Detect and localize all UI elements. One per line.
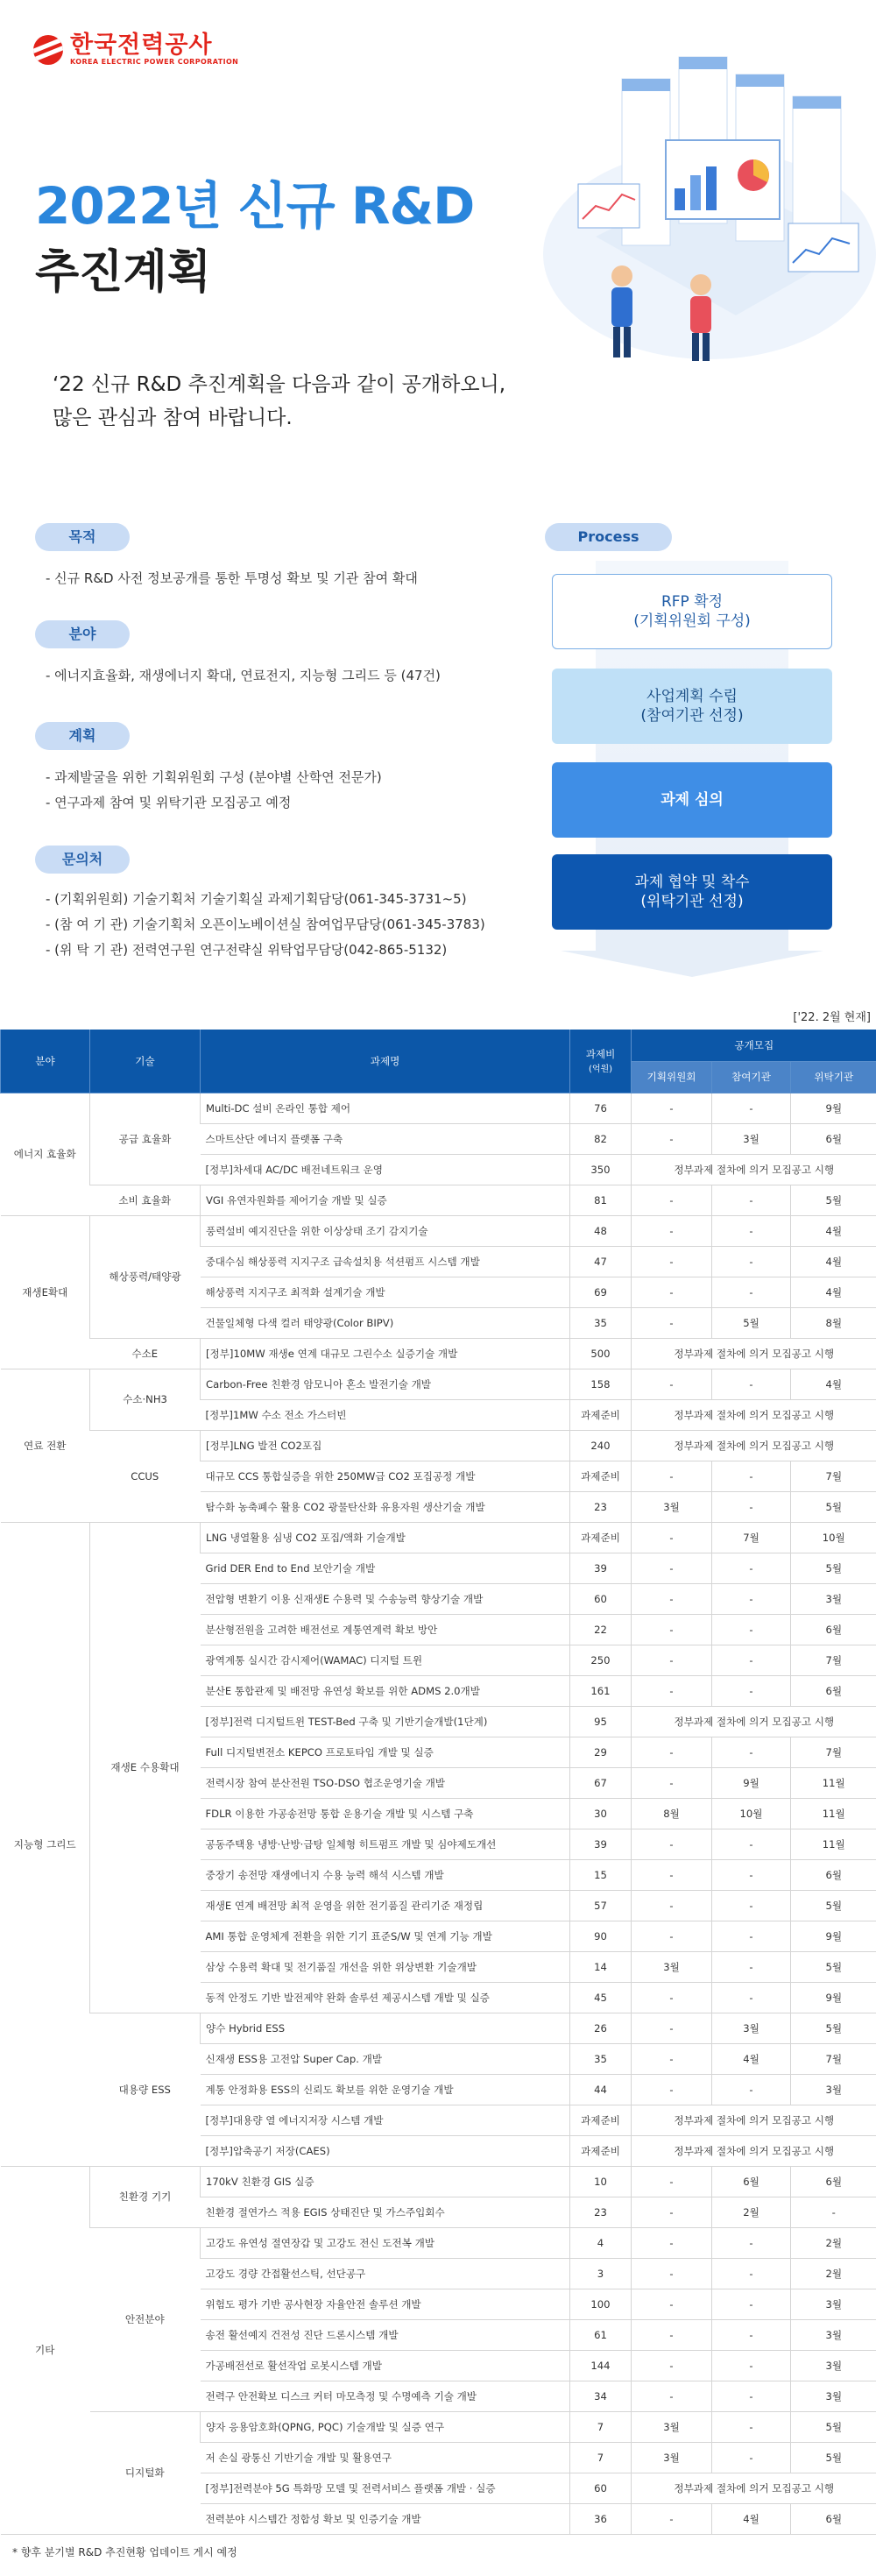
th-participant: 참여기관: [712, 1061, 791, 1093]
contact-line-1: - (기획위원회) 기술기획처 기술기획실 과제기획담당(061-345-3731~5): [46, 891, 467, 907]
consign-cell: 5월: [791, 2442, 876, 2473]
consign-cell: 4월: [791, 1369, 876, 1399]
th-field: 분야: [1, 1030, 90, 1093]
budget-cell: 35: [570, 2043, 632, 2074]
as-of-date: ['22. 2월 현재]: [793, 1011, 871, 1024]
project-name-cell: [정부]LNG 발전 CO2포집: [201, 1430, 570, 1461]
project-name-cell: 동적 안정도 기반 발전제약 완화 솔루션 제공시스템 개발 및 실증: [201, 1982, 570, 2013]
budget-cell: 44: [570, 2074, 632, 2105]
consign-cell: 3월: [791, 2074, 876, 2105]
budget-cell: 350: [570, 1154, 632, 1185]
budget-cell: 61: [570, 2319, 632, 2350]
participant-cell: 4월: [712, 2503, 791, 2534]
consign-cell: 8월: [791, 1307, 876, 1338]
project-name-cell: [정부]대용량 열 에너지저장 시스템 개발: [201, 2105, 570, 2135]
process-step-2-sub: (참여기관 선정): [640, 707, 744, 725]
consign-cell: 5월: [791, 1185, 876, 1215]
budget-cell: 81: [570, 1185, 632, 1215]
budget-cell: 250: [570, 1645, 632, 1675]
budget-cell: 39: [570, 1553, 632, 1583]
kepco-logo-icon: [33, 35, 63, 65]
participant-cell: -: [712, 2258, 791, 2289]
footnote: * 향후 분기별 R&D 추진현황 업데이트 게시 예정: [12, 2546, 237, 2558]
participant-cell: -: [712, 1093, 791, 1123]
brand-name: 한국전력공사: [70, 32, 213, 59]
consign-cell: 4월: [791, 1277, 876, 1307]
committee-cell: -: [632, 1829, 712, 1859]
recruit-note-cell: 정부과제 절차에 의거 모집공고 시행: [632, 1706, 876, 1737]
participant-cell: -: [712, 1737, 791, 1767]
budget-cell: 60: [570, 2473, 632, 2503]
budget-cell: 4: [570, 2227, 632, 2258]
project-name-cell: 저 손실 광통신 기반기술 개발 및 활용연구: [201, 2442, 570, 2473]
consign-cell: 4월: [791, 1246, 876, 1277]
hero-title-line2: 추진계획: [35, 246, 211, 299]
project-name-cell: 분산E 통합관제 및 배전망 유연성 확보를 위한 ADMS 2.0개발: [201, 1675, 570, 1706]
intro-line2: 많은 관심과 참여 바랍니다.: [53, 407, 293, 429]
intro-text: [53, 368, 505, 435]
committee-cell: -: [632, 2319, 712, 2350]
th-name: 과제명: [201, 1030, 570, 1093]
consign-cell: 11월: [791, 1767, 876, 1798]
budget-cell: 과제준비: [570, 2135, 632, 2166]
participant-cell: -: [712, 2227, 791, 2258]
tech-cell: 공급 효율화: [90, 1093, 201, 1185]
participant-cell: -: [712, 1369, 791, 1399]
tech-cell: 소비 효율화: [90, 1185, 201, 1215]
committee-cell: -: [632, 1553, 712, 1583]
committee-cell: -: [632, 1767, 712, 1798]
consign-cell: 6월: [791, 2166, 876, 2197]
budget-cell: 161: [570, 1675, 632, 1706]
committee-cell: -: [632, 1215, 712, 1246]
budget-cell: 47: [570, 1246, 632, 1277]
participant-cell: -: [712, 1185, 791, 1215]
committee-cell: -: [632, 2074, 712, 2105]
participant-cell: -: [712, 2442, 791, 2473]
table-row: [1, 1522, 876, 1553]
consign-cell: 2월: [791, 2258, 876, 2289]
table-row: [1, 2411, 876, 2442]
consign-cell: 6월: [791, 2503, 876, 2534]
budget-cell: 26: [570, 2013, 632, 2043]
budget-cell: 90: [570, 1921, 632, 1951]
consign-cell: 5월: [791, 1890, 876, 1921]
process-step-1-title: RFP 확정: [661, 593, 724, 611]
th-tech: 기술: [90, 1030, 201, 1093]
field-label: 분야: [35, 620, 130, 648]
project-name-cell: Full 디지털변전소 KEPCO 프로토타입 개발 및 실증: [201, 1737, 570, 1767]
consign-cell: 7월: [791, 2043, 876, 2074]
budget-cell: 7: [570, 2442, 632, 2473]
tech-cell: 친환경 기기: [90, 2166, 201, 2227]
participant-cell: -: [712, 1246, 791, 1277]
participant-cell: 7월: [712, 1522, 791, 1553]
th-budget-label: 과제비: [585, 1048, 616, 1061]
process-step-3: [552, 762, 832, 838]
project-name-cell: [정부]전력 디지털트윈 TEST-Bed 구축 및 기반기술개발(1단계): [201, 1706, 570, 1737]
recruit-note-cell: 정부과제 절차에 의거 모집공고 시행: [632, 1338, 876, 1369]
hero-illustration: [491, 35, 876, 386]
consign-cell: 5월: [791, 2411, 876, 2442]
intro-line1: ‘22 신규 R&D 추진계획을 다음과 같이 공개하오니,: [53, 373, 506, 396]
consign-cell: 3월: [791, 2289, 876, 2319]
committee-cell: -: [632, 1675, 712, 1706]
table-row: [1, 1093, 876, 1123]
budget-cell: 48: [570, 1215, 632, 1246]
participant-cell: -: [712, 1829, 791, 1859]
project-name-cell: 삼상 수용력 확대 및 전기품질 개선을 위한 위상변환 기술개발: [201, 1951, 570, 1982]
participant-cell: -: [712, 1859, 791, 1890]
committee-cell: -: [632, 1645, 712, 1675]
field-cell: 에너지 효율화: [1, 1093, 90, 1215]
project-name-cell: [정부]차세대 AC/DC 배전네트워크 운영: [201, 1154, 570, 1185]
committee-cell: -: [632, 2227, 712, 2258]
participant-cell: -: [712, 2289, 791, 2319]
project-name-cell: 양수 Hybrid ESS: [201, 2013, 570, 2043]
committee-cell: -: [632, 1461, 712, 1491]
project-name-cell: LNG 냉열활용 심냉 CO2 포집/액화 기술개발: [201, 1522, 570, 1553]
project-name-cell: AMI 통합 운영체계 전환을 위한 기기 표준S/W 및 연계 기능 개발: [201, 1921, 570, 1951]
tech-cell: 해상풍력/태양광: [90, 1215, 201, 1338]
budget-cell: 과제준비: [570, 2105, 632, 2135]
committee-cell: -: [632, 2258, 712, 2289]
consign-cell: 5월: [791, 2013, 876, 2043]
project-name-cell: 전력분야 시스템간 정합성 확보 및 인증기술 개발: [201, 2503, 570, 2534]
field-line: - 에너지효율화, 재생에너지 확대, 연료전지, 지능형 그리드 등 (47건): [46, 668, 441, 683]
project-name-cell: 스마트산단 에너지 플랫폼 구축: [201, 1123, 570, 1154]
project-name-cell: 재생E 연계 배전망 최적 운영을 위한 전기품질 관리기준 재정립: [201, 1890, 570, 1921]
committee-cell: -: [632, 2043, 712, 2074]
budget-cell: 과제준비: [570, 1399, 632, 1430]
project-name-cell: [정부]1MW 수소 전소 가스터빈: [201, 1399, 570, 1430]
committee-cell: 3월: [632, 2442, 712, 2473]
project-name-cell: 위험도 평가 기반 공사현장 자율안전 솔루션 개발: [201, 2289, 570, 2319]
consign-cell: 6월: [791, 1614, 876, 1645]
consign-cell: 10월: [791, 1522, 876, 1553]
process-step-4: [552, 854, 832, 930]
budget-cell: 144: [570, 2350, 632, 2381]
budget-cell: 23: [570, 2197, 632, 2227]
project-name-cell: 분산형전원을 고려한 배전선로 계통연계력 확보 방안: [201, 1614, 570, 1645]
consign-cell: 5월: [791, 1491, 876, 1522]
table-row: [1, 1369, 876, 1399]
project-name-cell: 광역계통 실시간 감시제어(WAMAC) 디지털 트윈: [201, 1645, 570, 1675]
committee-cell: -: [632, 1982, 712, 2013]
committee-cell: -: [632, 2503, 712, 2534]
budget-cell: 500: [570, 1338, 632, 1369]
table-row: [1, 2227, 876, 2258]
participant-cell: -: [712, 1890, 791, 1921]
budget-cell: 240: [570, 1430, 632, 1461]
project-name-cell: 건물일체형 다색 컬러 태양광(Color BIPV): [201, 1307, 570, 1338]
consign-cell: 3월: [791, 2319, 876, 2350]
budget-cell: 30: [570, 1798, 632, 1829]
hero-title-line1: 2022년 신규 R&D: [35, 176, 475, 236]
committee-cell: -: [632, 1522, 712, 1553]
participant-cell: -: [712, 1951, 791, 1982]
tech-cell: 수소·NH3: [90, 1369, 201, 1430]
committee-cell: -: [632, 1614, 712, 1645]
committee-cell: -: [632, 1369, 712, 1399]
committee-cell: 3월: [632, 1491, 712, 1522]
budget-cell: 39: [570, 1829, 632, 1859]
process-arrow-head: [561, 951, 823, 977]
budget-cell: 3: [570, 2258, 632, 2289]
plan-line-2: - 연구과제 참여 및 위탁기관 모집공고 예정: [46, 795, 292, 810]
participant-cell: -: [712, 1215, 791, 1246]
committee-cell: -: [632, 1185, 712, 1215]
participant-cell: -: [712, 1982, 791, 2013]
recruit-note-cell: 정부과제 절차에 의거 모집공고 시행: [632, 1430, 876, 1461]
participant-cell: -: [712, 1583, 791, 1614]
participant-cell: -: [712, 2350, 791, 2381]
committee-cell: 8월: [632, 1798, 712, 1829]
participant-cell: -: [712, 1553, 791, 1583]
participant-cell: -: [712, 2319, 791, 2350]
committee-cell: 3월: [632, 2411, 712, 2442]
process-step-1-sub: (기획위원회 구성): [633, 612, 751, 630]
committee-cell: -: [632, 1921, 712, 1951]
participant-cell: 4월: [712, 2043, 791, 2074]
budget-cell: 34: [570, 2381, 632, 2411]
project-name-cell: 송전 활선예지 건전성 진단 드론시스템 개발: [201, 2319, 570, 2350]
committee-cell: 3월: [632, 1951, 712, 1982]
participant-cell: -: [712, 1675, 791, 1706]
budget-cell: 29: [570, 1737, 632, 1767]
consign-cell: -: [791, 2197, 876, 2227]
recruit-note-cell: 정부과제 절차에 의거 모집공고 시행: [632, 2135, 876, 2166]
participant-cell: -: [712, 1614, 791, 1645]
committee-cell: -: [632, 1307, 712, 1338]
committee-cell: -: [632, 1737, 712, 1767]
budget-cell: 57: [570, 1890, 632, 1921]
tech-cell: CCUS: [90, 1430, 201, 1522]
participant-cell: -: [712, 1461, 791, 1491]
recruit-note-cell: 정부과제 절차에 의거 모집공고 시행: [632, 2473, 876, 2503]
project-name-cell: FDLR 이용한 가공송전망 통합 운용기술 개발 및 시스템 구축: [201, 1798, 570, 1829]
recruit-note-cell: 정부과제 절차에 의거 모집공고 시행: [632, 1399, 876, 1430]
consign-cell: 2월: [791, 2227, 876, 2258]
project-name-cell: 중대수심 해상풍력 지지구조 급속설치용 석션펌프 시스템 개발: [201, 1246, 570, 1277]
project-name-cell: 풍력설비 예지진단을 위한 이상상태 조기 감지기술: [201, 1215, 570, 1246]
project-name-cell: Carbon-Free 친환경 암모니아 혼소 발전기술 개발: [201, 1369, 570, 1399]
project-name-cell: 계통 안정화용 ESS의 신뢰도 확보를 위한 운영기술 개발: [201, 2074, 570, 2105]
kepco-logo: [33, 33, 238, 67]
committee-cell: -: [632, 1246, 712, 1277]
project-name-cell: 전력시장 참여 분산전원 TSO-DSO 협조운영기술 개발: [201, 1767, 570, 1798]
participant-cell: -: [712, 2411, 791, 2442]
budget-cell: 15: [570, 1859, 632, 1890]
committee-cell: -: [632, 1890, 712, 1921]
committee-cell: -: [632, 2350, 712, 2381]
table-body: [1, 1093, 876, 2534]
committee-cell: -: [632, 2289, 712, 2319]
project-name-cell: 공동주택용 냉방·난방·급탕 일체형 히트펌프 개발 및 심야제도개선: [201, 1829, 570, 1859]
tech-cell: 디지털화: [90, 2411, 201, 2534]
recruit-note-cell: 정부과제 절차에 의거 모집공고 시행: [632, 1154, 876, 1185]
project-name-cell: 해상풍력 지지구조 최적화 설계기술 개발: [201, 1277, 570, 1307]
participant-cell: 10월: [712, 1798, 791, 1829]
project-name-cell: 친환경 절연가스 적용 EGIS 상태진단 및 가스주입회수: [201, 2197, 570, 2227]
consign-cell: 9월: [791, 1982, 876, 2013]
participant-cell: 9월: [712, 1767, 791, 1798]
consign-cell: 5월: [791, 1553, 876, 1583]
project-name-cell: Multi-DC 설비 온라인 통합 제어: [201, 1093, 570, 1123]
consign-cell: 11월: [791, 1798, 876, 1829]
budget-cell: 69: [570, 1277, 632, 1307]
participant-cell: -: [712, 2074, 791, 2105]
table-row: [1, 1430, 876, 1461]
budget-cell: 82: [570, 1123, 632, 1154]
project-name-cell: 신재생 ESS용 고전압 Super Cap. 개발: [201, 2043, 570, 2074]
consign-cell: 3월: [791, 2381, 876, 2411]
tech-cell: 재생E 수용확대: [90, 1522, 201, 2013]
participant-cell: -: [712, 2381, 791, 2411]
budget-cell: 76: [570, 1093, 632, 1123]
process-step-4-title: 과제 협약 및 착수: [634, 874, 750, 891]
project-name-cell: 가공배전선로 활선작업 로봇시스템 개발: [201, 2350, 570, 2381]
tech-cell: 수소E: [90, 1338, 201, 1369]
budget-cell: 14: [570, 1951, 632, 1982]
th-budget: [570, 1030, 632, 1093]
consign-cell: 6월: [791, 1123, 876, 1154]
consign-cell: 3월: [791, 1583, 876, 1614]
project-name-cell: [정부]10MW 재생e 연계 대규모 그린수소 실증기술 개발: [201, 1338, 570, 1369]
consign-cell: 5월: [791, 1951, 876, 1982]
budget-cell: 45: [570, 1982, 632, 2013]
budget-cell: 7: [570, 2411, 632, 2442]
consign-cell: 7월: [791, 1461, 876, 1491]
consign-cell: 6월: [791, 1859, 876, 1890]
participant-cell: 3월: [712, 2013, 791, 2043]
participant-cell: -: [712, 1921, 791, 1951]
project-name-cell: 대규모 CCS 통합실증을 위한 250MW급 CO2 포집공정 개발: [201, 1461, 570, 1491]
committee-cell: -: [632, 2197, 712, 2227]
committee-cell: -: [632, 1093, 712, 1123]
consign-cell: 7월: [791, 1737, 876, 1767]
budget-cell: 22: [570, 1614, 632, 1645]
committee-cell: -: [632, 2166, 712, 2197]
project-name-cell: 고강도 경량 간접활선스틱, 선단공구: [201, 2258, 570, 2289]
consign-cell: 11월: [791, 1829, 876, 1859]
contact-label: 문의처: [35, 846, 130, 874]
table-row: [1, 2166, 876, 2197]
field-cell: 지능형 그리드: [1, 1522, 90, 2166]
table-row: [1, 1185, 876, 1215]
process-step-2-title: 사업계획 수립: [646, 688, 738, 705]
participant-cell: -: [712, 1277, 791, 1307]
purpose-line: - 신규 R&D 사전 정보공개를 통한 투명성 확보 및 기관 참여 확대: [46, 570, 418, 586]
participant-cell: -: [712, 1491, 791, 1522]
consign-cell: 3월: [791, 2350, 876, 2381]
participant-cell: -: [712, 1645, 791, 1675]
participant-cell: 3월: [712, 1123, 791, 1154]
process-step-1: [552, 574, 832, 649]
participant-cell: 6월: [712, 2166, 791, 2197]
rnd-table: [0, 1030, 876, 2535]
consign-cell: 6월: [791, 1675, 876, 1706]
budget-cell: 60: [570, 1583, 632, 1614]
contact-line-2: - (참 여 기 관) 기술기획처 오픈이노베이션실 참여업무담당(061-345-3783): [46, 916, 485, 932]
tech-cell: 안전분야: [90, 2227, 201, 2411]
project-name-cell: 전압형 변환기 이용 신재생E 수용력 및 수송능력 향상기술 개발: [201, 1583, 570, 1614]
project-name-cell: 중장기 송전망 재생에너지 수용 능력 해석 시스템 개발: [201, 1859, 570, 1890]
project-name-cell: 고강도 유연성 절연장갑 및 고강도 전신 도전복 개발: [201, 2227, 570, 2258]
table-row: [1, 1338, 876, 1369]
budget-cell: 36: [570, 2503, 632, 2534]
th-consign: 위탁기관: [791, 1061, 876, 1093]
budget-cell: 35: [570, 1307, 632, 1338]
field-cell: 재생E확대: [1, 1215, 90, 1369]
budget-cell: 95: [570, 1706, 632, 1737]
project-name-cell: Grid DER End to End 보안기술 개발: [201, 1553, 570, 1583]
th-committee: 기획위원회: [632, 1061, 712, 1093]
process-step-4-sub: (위탁기관 선정): [640, 893, 744, 910]
recruit-note-cell: 정부과제 절차에 의거 모집공고 시행: [632, 2105, 876, 2135]
consign-cell: 7월: [791, 1645, 876, 1675]
tech-cell: 대용량 ESS: [90, 2013, 201, 2166]
th-recruit: 공개모집: [632, 1030, 876, 1061]
project-name-cell: [정부]전력분야 5G 특화망 모델 및 전력서비스 플랫폼 개발 · 실증: [201, 2473, 570, 2503]
th-budget-unit: (억원): [588, 1065, 613, 1075]
contact-line-3: - (위 탁 기 관) 전력연구원 연구전략실 위탁업무담당(042-865-5132): [46, 942, 448, 958]
budget-cell: 과제준비: [570, 1522, 632, 1553]
purpose-label: 목적: [35, 523, 130, 551]
brand-name-en: KOREA ELECTRIC POWER CORPORATION: [70, 58, 239, 66]
budget-cell: 10: [570, 2166, 632, 2197]
process-step-2: [552, 669, 832, 744]
table-row: [1, 1215, 876, 1246]
field-cell: 기타: [1, 2166, 90, 2534]
committee-cell: -: [632, 1859, 712, 1890]
project-name-cell: [정부]압축공기 저장(CAES): [201, 2135, 570, 2166]
project-name-cell: 170kV 친환경 GIS 실증: [201, 2166, 570, 2197]
budget-cell: 과제준비: [570, 1461, 632, 1491]
committee-cell: -: [632, 1583, 712, 1614]
project-name-cell: 탐수화 농축폐수 활용 CO2 광물탄산화 유용자원 생산기술 개발: [201, 1491, 570, 1522]
project-name-cell: VGI 유연자원화를 제어기술 개발 및 실증: [201, 1185, 570, 1215]
committee-cell: -: [632, 2381, 712, 2411]
consign-cell: 4월: [791, 1215, 876, 1246]
committee-cell: -: [632, 1277, 712, 1307]
participant-cell: 2월: [712, 2197, 791, 2227]
project-name-cell: 전력구 안전확보 디스크 커터 마모측정 및 수명예측 기술 개발: [201, 2381, 570, 2411]
field-cell: 연료 전환: [1, 1369, 90, 1522]
consign-cell: 9월: [791, 1921, 876, 1951]
budget-cell: 100: [570, 2289, 632, 2319]
budget-cell: 158: [570, 1369, 632, 1399]
project-name-cell: 양자 응용암호화(QPNG, PQC) 기술개발 및 실증 연구: [201, 2411, 570, 2442]
committee-cell: -: [632, 1123, 712, 1154]
committee-cell: -: [632, 2013, 712, 2043]
plan-line-1: - 과제발굴을 위한 기획위원회 구성 (분야별 산학연 전문가): [46, 769, 382, 785]
consign-cell: 9월: [791, 1093, 876, 1123]
process-label: Process: [545, 523, 672, 551]
plan-label: 계획: [35, 722, 130, 750]
budget-cell: 67: [570, 1767, 632, 1798]
participant-cell: 5월: [712, 1307, 791, 1338]
process-step-3-title: 과제 심의: [661, 791, 724, 809]
table-row: [1, 2013, 876, 2043]
budget-cell: 23: [570, 1491, 632, 1522]
